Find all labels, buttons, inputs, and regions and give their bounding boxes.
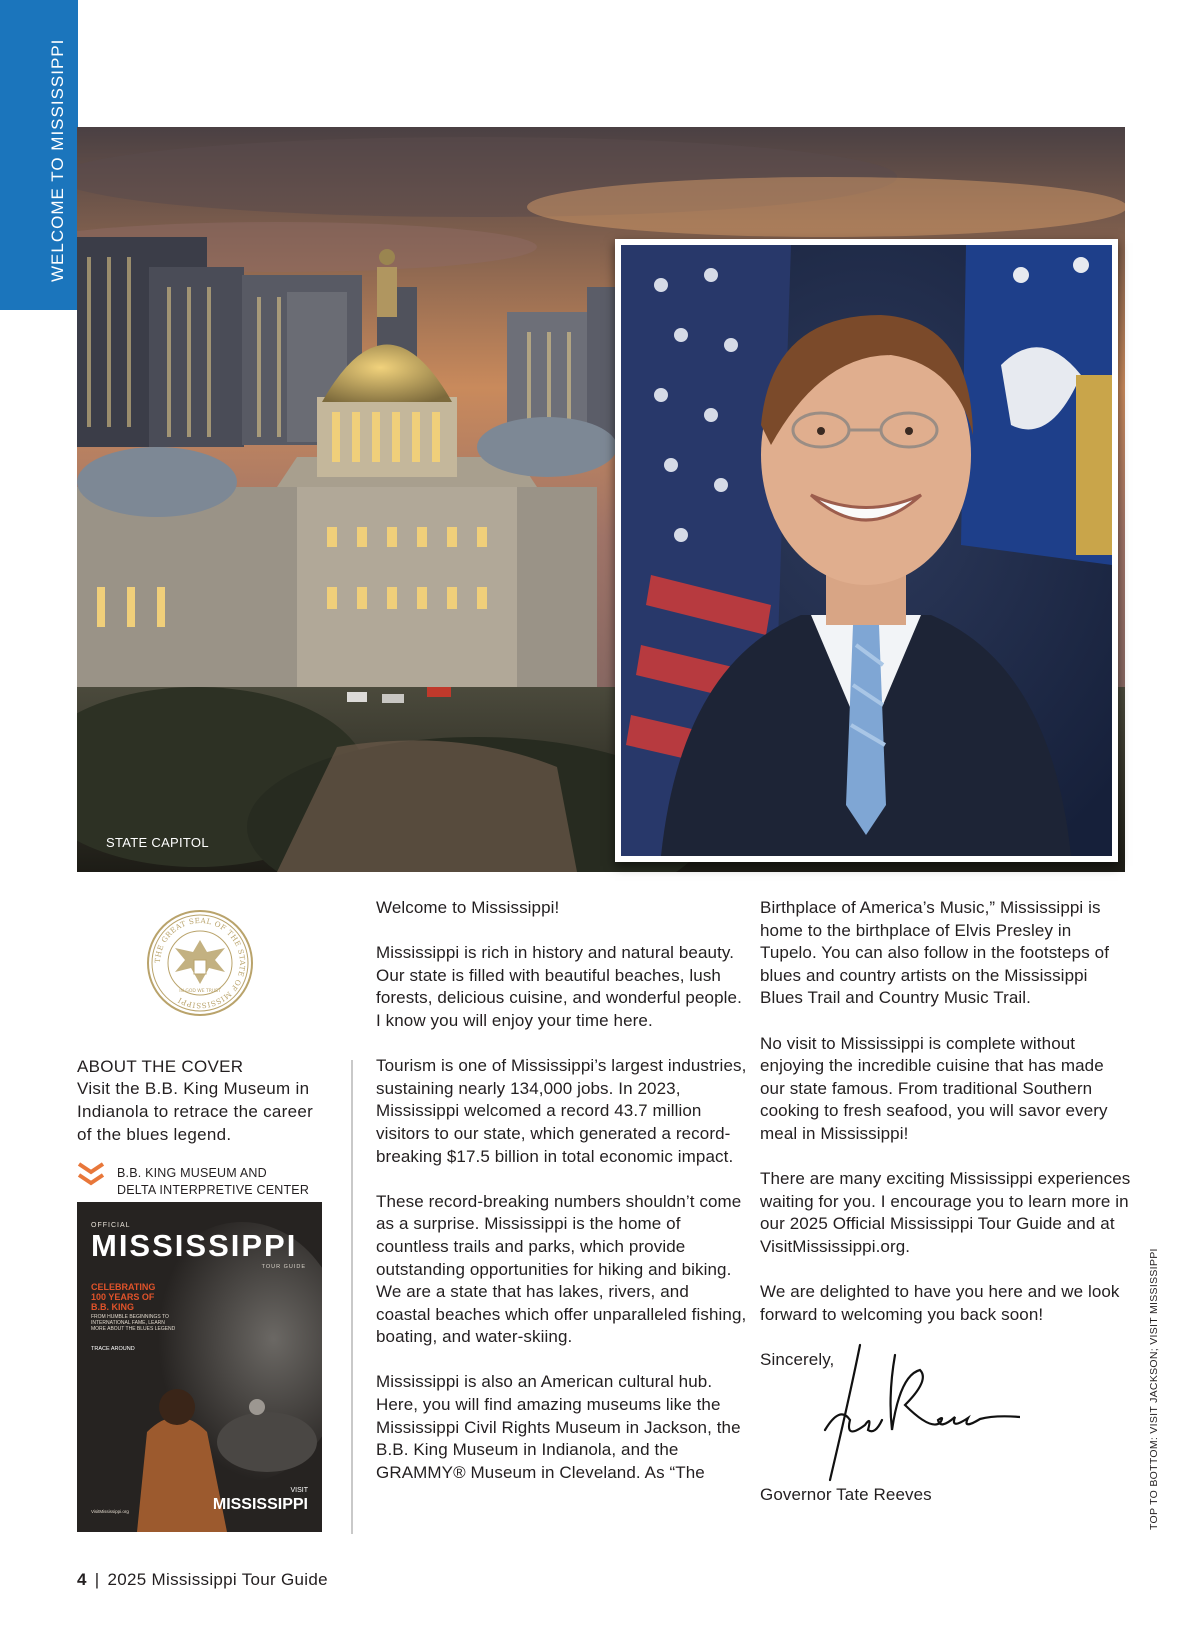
cover-subtitle: TOUR GUIDE [261, 1264, 306, 1270]
credit-line-2: DELTA INTERPRETIVE CENTER [117, 1183, 310, 1197]
letter-signoff: Governor Tate Reeves [760, 1485, 932, 1505]
seal-ring-text: THE GREAT SEAL OF THE STATE OF MISSISSIPPI [152, 915, 248, 1011]
cover-visit-logo: VISIT MISSISSIPPI [212, 1487, 308, 1513]
chevron-down-icon [77, 1162, 105, 1188]
section-tab-label: WELCOME TO MISSISSIPPI [48, 38, 67, 282]
letter-paragraph: Mississippi is also an American cultural hub. Here, you will find amazing museums like the Mississippi Civil Rights Museum in Jackson, the B.B. King Museum in Indianola, and the GRAMMY® Museum in Cleveland. As “The [376, 1372, 741, 1482]
letter-paragraph: Welcome to Mississippi! [376, 898, 560, 917]
letter-paragraph: No visit to Mississippi is complete without enjoying the incredible cuisine that has made our state famous. From traditional Southern cooking to fresh seafood, you will savor every meal in Mississippi! [760, 1033, 1108, 1143]
photo-caption: STATE CAPITOL [106, 835, 209, 850]
seal-motto: IN GOD WE TRUST [179, 989, 221, 994]
letter-paragraph: There are many exciting Mississippi experiences waiting for you. I encourage you to learn more in our 2025 Official Mississippi Tour Guide and at VisitMississippi.org. [760, 1169, 1131, 1256]
about-cover-heading: ABOUT THE COVER [77, 1057, 244, 1076]
letter-paragraph: Mississippi is rich in history and natural beauty. Our state is filled with beautiful beaches, lush forests, delicious cuisine, and wonderful people. I know you will enjoy your time here. [376, 943, 742, 1030]
governor-illustration [621, 245, 1112, 856]
cover-trace: TRACE AROUND [91, 1346, 135, 1352]
tour-guide-cover [77, 1202, 322, 1532]
page-number: 4 [77, 1570, 87, 1589]
column-divider [351, 1060, 353, 1534]
about-cover-text: Visit the B.B. King Museum in Indianola to retrace the career of the blues legend. [77, 1079, 314, 1144]
letter-column-1 [376, 897, 748, 1507]
footer-separator: | [94, 1570, 100, 1589]
section-tab [0, 0, 78, 310]
state-seal [145, 908, 255, 1018]
cover-title: MISSISSIPPI [91, 1228, 298, 1263]
governor-signature [820, 1335, 1020, 1485]
letter-paragraph: We are delighted to have you here and we look forward to welcoming you back soon! [760, 1282, 1120, 1324]
about-cover [77, 1057, 327, 1146]
cover-small-text: FROM HUMBLE BEGINNINGS TO INTERNATIONAL FAME, LEARN MORE ABOUT THE BLUES LEGEND [91, 1314, 176, 1332]
letter-paragraph: Birthplace of America’s Music,” Mississippi is home to the birthplace of Elvis Presley in Tupelo. You can also follow in the footsteps of blues and country artists on the Mississippi Blues Trail and Country Music Trail. [760, 898, 1110, 1008]
cover-official: OFFICIAL [91, 1222, 131, 1229]
cover-url: VisitMississippi.org [91, 1509, 129, 1514]
letter-paragraph: Tourism is one of Mississippi’s largest industries, sustaining nearly 134,000 jobs. In 2023, Mississippi welcomed a record 43.7 million visitors to our state, which generated a record-breaking $17.5 billion in total economic impact. [376, 1056, 747, 1166]
governor-portrait [615, 239, 1118, 862]
letter-closing: Sincerely, [760, 1349, 835, 1369]
publication-title: 2025 Mississippi Tour Guide [107, 1570, 328, 1589]
letter-paragraph: These record-breaking numbers shouldn’t come as a surprise. Mississippi is the home of countless trails and parks, which provide outstanding opportunities for hiking and biking. We are a state that has lakes, rivers, and coastal beaches which offer unparalleled fishing, boating, and water-skiing. [376, 1191, 747, 1347]
photo-credit: TOP TO BOTTOM: VISIT JACKSON; VISIT MISSISSIPPI [1148, 1248, 1160, 1530]
page-footer [77, 1570, 328, 1590]
cover-celebrating: CELEBRATING 100 YEARS OF B.B. KING [91, 1282, 156, 1312]
credit-line-1: B.B. KING MUSEUM AND [117, 1166, 267, 1180]
